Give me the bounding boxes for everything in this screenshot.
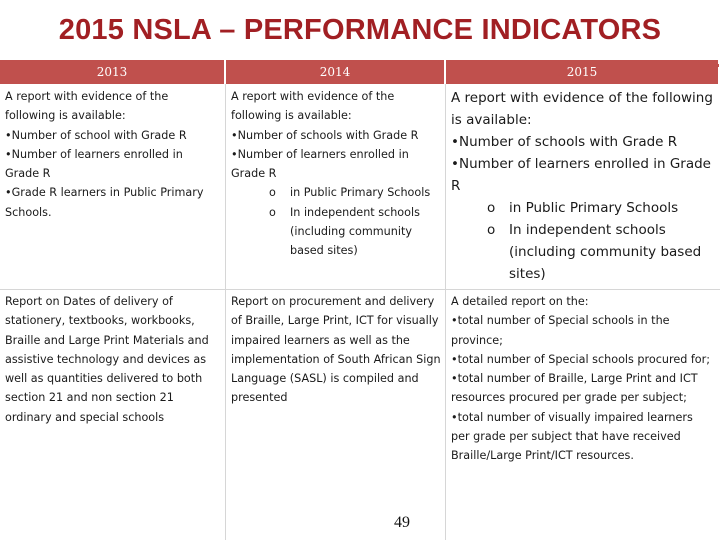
row-divider [0,289,720,290]
bullet-item: • total number of Braille, Large Print and ICT resources procured per grade per subject; [451,369,713,408]
bullet-item: • Grade R learners in Public Primary Schools. [5,183,219,222]
cell-text: Report on procurement and delivery of Braille, Large Print, ICT for visually impaired learners as well as the implementation of South African Sign Language (SASL) is compiled and presented [231,295,441,405]
page-number: 49 [394,514,410,531]
sub-bullet-label: In independent schools (including community based sites) [290,205,420,258]
bullet-item: • total number of Special schools procured for; [451,350,713,369]
cell-intro: A detailed report on the: [451,295,589,308]
cell-row1-2013 [5,87,219,222]
column-header-2013: 2013 [0,60,224,84]
sub-bullet-label: in Public Primary Schools [290,186,431,200]
bullet-item: • Number of learners enrolled in Grade R [451,153,713,197]
bullet-item: • Number of learners enrolled in Grade R [231,145,441,184]
sub-bullet-item [231,183,441,202]
cell-row1-2014 [231,87,441,261]
sub-bullet-marker: o [487,222,496,238]
column-divider [225,84,226,540]
sub-bullet-label: In independent schools (including community based sites) [509,222,702,282]
cell-intro: A report with evidence of the following is available: [451,90,713,128]
bullet-item: • total number of Special schools in the province; [451,311,713,350]
sub-bullet-item [451,197,713,219]
cell-row2-2014 [231,292,441,408]
cell-intro: A report with evidence of the following is available: [231,90,395,123]
sub-bullet-item [451,219,713,285]
cell-intro: A report with evidence of the following is available: [5,90,169,123]
sub-bullet-marker: o [269,186,276,200]
sub-bullet-marker: o [487,200,496,216]
column-header-2014: 2014 [226,60,444,84]
corner-accent [716,64,719,67]
sub-bullet-marker: o [269,205,276,219]
sub-bullet-label: in Public Primary Schools [509,200,679,216]
slide-title: 2015 NSLA – PERFORMANCE INDICATORS [58,14,662,46]
column-divider [445,84,446,540]
cell-row1-2015 [451,87,713,285]
bullet-item: • Number of learners enrolled in Grade R [5,145,219,184]
cell-row2-2013 [5,292,219,427]
bullet-item: • Number of school with Grade R [5,126,219,145]
sub-bullet-item [231,203,441,261]
bullet-item: • Number of schools with Grade R [231,126,441,145]
cell-row2-2015 [451,292,713,466]
bullet-item: • Number of schools with Grade R [451,131,713,153]
cell-text: Report on Dates of delivery of stationery, textbooks, workbooks, Braille and Large Print Materials and assistive technology and devices as well as quantities delivered to both section 21 and non section 21 ordinary and special schools [5,295,209,424]
bullet-item: • total number of visually impaired learners per grade per subject that have received Braille/Large Print/ICT resources. [451,408,713,466]
column-header-2015: 2015 [446,60,718,84]
